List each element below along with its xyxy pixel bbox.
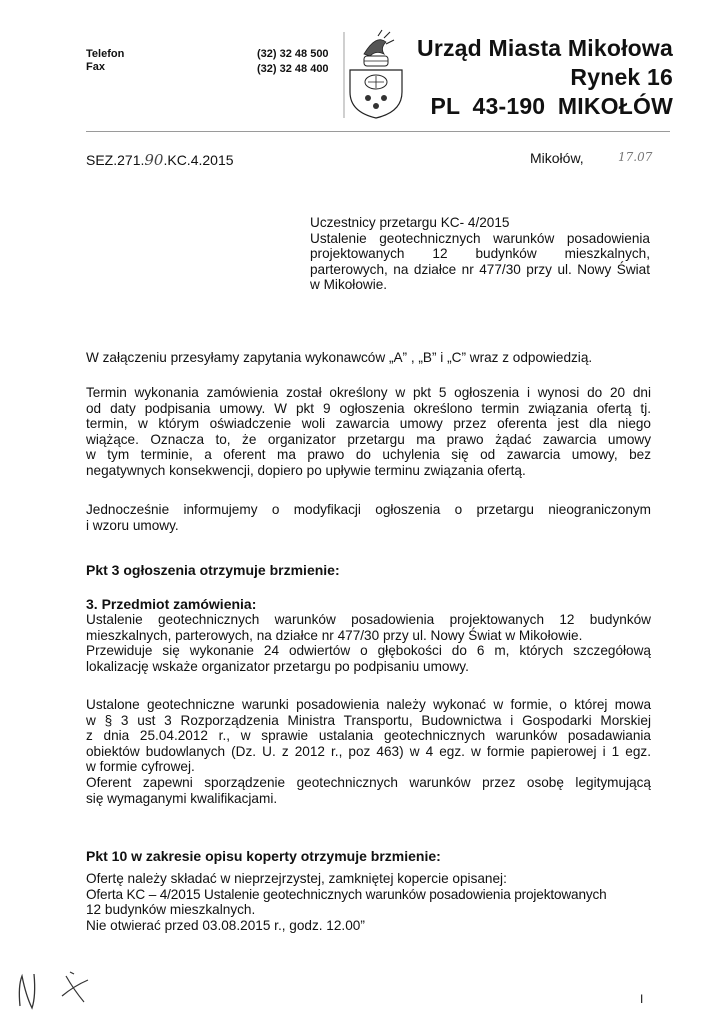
text-line: się wymaganymi kwalifikacjami.	[86, 790, 278, 806]
handwritten-initials-icon	[14, 966, 94, 1016]
phone-number: (32) 32 48 500	[257, 48, 329, 60]
page-mark: I	[640, 992, 644, 1006]
text-line: Oferent zapewni sporządzenie geotechnicznych warunków przez osobę legitymującą	[86, 774, 651, 790]
fax-label: Fax	[86, 61, 105, 73]
text-line: Przewiduje się wykonanie 24 odwiertów o głębokości do 6 m, których szczegółową	[86, 643, 651, 659]
text-line: i wzoru umowy.	[86, 517, 179, 533]
paragraph-attachments: W załączeniu przesyłamy zapytania wykonawców „A” , „B” i „C” wraz z odpowiedzią.	[86, 350, 593, 365]
date-handwritten: 17.07	[618, 150, 653, 164]
text-line: Ustalenie geotechnicznych warunków posadowienia projektowanych 12 budynków	[86, 612, 651, 627]
header-divider	[86, 131, 670, 132]
section-pkt3-form	[86, 697, 651, 806]
subject-line: Ustalenie geotechnicznych warunków posadowienia	[310, 230, 650, 246]
paragraph-deadline	[86, 385, 651, 479]
text-line: termin, w którym oświadczenie woli zawarcia umowy przez oferenta jest dla niego	[86, 416, 651, 432]
text-line: Termin wykonania zamówienia został określony w pkt 5 ogłoszenia i wynosi do 20 dni	[86, 385, 651, 400]
text-line: Ustalone geotechniczne warunki posadowienia należy wykonać w formie, o której mowa	[86, 697, 651, 712]
place-label: Mikołów,	[530, 150, 584, 166]
text-line: Jednocześnie informujemy o modyfikacji ogłoszenia o przetargu nieograniczonym	[86, 502, 651, 517]
text-line: z dnia 25.04.2012 r., w sprawie ustalania geotechnicznych warunków posadawiania	[86, 728, 651, 744]
subject-block	[310, 215, 650, 293]
section-pkt3-heading: Pkt 3 ogłoszenia otrzymuje brzmienie:	[86, 562, 340, 578]
subject-line: w Mikołowie.	[310, 277, 388, 293]
phone-label: Telefon	[86, 48, 125, 60]
section-pkt10-body	[86, 871, 666, 933]
text-line: wiążące. Oznacza to, że organizator przetargu ma prawo żądać zawarcia umowy	[86, 431, 651, 447]
fax-number: (32) 32 48 400	[257, 63, 329, 75]
text-line: obiektów budowlanych (Dz. U. z 2012 r., poz 463) w 4 egz. w formie papierowej i 1 egz.	[86, 743, 651, 759]
text-line: mieszkalnych, parterowych, na działce nr 477/30 przy ul. Nowy Świat w Mikołowie.	[86, 627, 583, 643]
text-line: negatywnych konsekwencji, dopiero po upływie terminu związania ofertą.	[86, 462, 526, 478]
office-street: Rynek 16	[570, 64, 673, 90]
office-postal: PL 43-190 MIKOŁÓW	[430, 93, 673, 119]
section-pkt10-heading: Pkt 10 w zakresie opisu koperty otrzymuje brzmienie:	[86, 848, 441, 864]
reference-number	[86, 153, 234, 169]
text-line: Oferta KC – 4/2015 Ustalenie geotechnicznych warunków posadowienia projektowanych	[86, 886, 607, 902]
office-name: Urząd Miasta Mikołowa	[417, 35, 673, 61]
section-pkt3-subheading: 3. Przedmiot zamówienia:	[86, 596, 257, 612]
section-pkt3-body	[86, 612, 651, 674]
text-line: lokalizację wskaże organizator przetargu po podpisaniu umowy.	[86, 658, 469, 674]
paragraph-modification	[86, 502, 651, 533]
text-line: Ofertę należy składać w nieprzejrzystej, zamkniętej kopercie opisanej:	[86, 871, 507, 886]
text-line: w tym terminie, a oferent ma prawo do uchylenia się od zawarcia umowy, bez	[86, 447, 651, 463]
reference-handwritten: 90	[144, 151, 164, 169]
subject-line: Uczestnicy przetargu KC- 4/2015	[310, 215, 510, 230]
text-line: od daty podpisania umowy. W pkt 9 ogłoszenia określono termin związania ofertą tj.	[86, 400, 651, 416]
text-line: w formie cyfrowej.	[86, 759, 195, 775]
text-line: 12 budynków mieszkalnych.	[86, 902, 256, 918]
subject-line: projektowanych 12 budynków mieszkalnych,	[310, 246, 650, 262]
reference-suffix: .KC.4.2015	[163, 152, 234, 168]
reference-prefix: SEZ.271.	[86, 152, 145, 168]
text-line: Nie otwierać przed 03.08.2015 r., godz. 12.00”	[86, 917, 365, 933]
subject-line: parterowych, na działce nr 477/30 przy ul. Nowy Świat	[310, 261, 650, 277]
text-line: w § 3 ust 3 Rozporządzenia Ministra Transportu, Budownictwa i Gospodarki Morskiej	[86, 712, 651, 728]
